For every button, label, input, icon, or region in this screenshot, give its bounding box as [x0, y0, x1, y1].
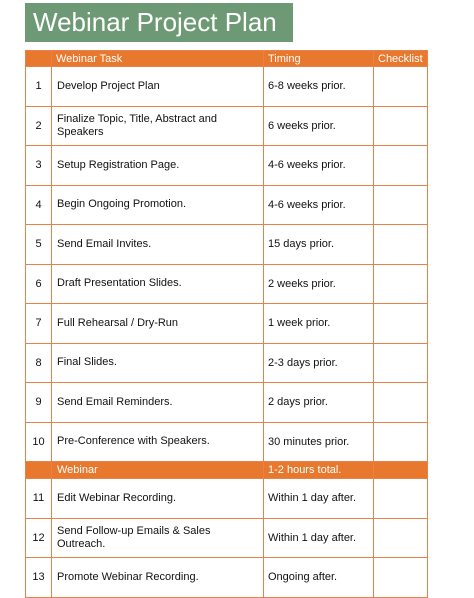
- checklist-cell: [374, 67, 428, 107]
- timing-cell: 6 weeks prior.: [264, 106, 374, 146]
- checklist-cell: [374, 462, 428, 479]
- table-row: [26, 558, 428, 598]
- project-plan-table: [25, 50, 428, 598]
- table-row: [26, 304, 428, 344]
- checklist-cell: [374, 264, 428, 304]
- timing-cell: 1-2 hours total.: [264, 462, 374, 479]
- row-number: 8: [26, 343, 52, 383]
- task-cell: Develop Project Plan: [52, 67, 264, 107]
- timing-cell: Within 1 day after.: [264, 518, 374, 558]
- task-cell: Promote Webinar Recording.: [52, 558, 264, 598]
- table-row: [26, 343, 428, 383]
- row-number: 2: [26, 106, 52, 146]
- checklist-cell: [374, 146, 428, 186]
- header-task: Webinar Task: [52, 51, 264, 67]
- table-body: [26, 67, 428, 598]
- checklist-cell: [374, 383, 428, 423]
- row-number: 10: [26, 422, 52, 462]
- table-row: [26, 479, 428, 519]
- task-cell: Edit Webinar Recording.: [52, 479, 264, 519]
- header-number: [26, 51, 52, 67]
- table-row: [26, 225, 428, 265]
- task-cell: Setup Registration Page.: [52, 146, 264, 186]
- table-row: [26, 146, 428, 186]
- task-cell: Begin Ongoing Promotion.: [52, 185, 264, 225]
- task-cell: Send Email Invites.: [52, 225, 264, 265]
- table-row: [26, 185, 428, 225]
- checklist-cell: [374, 304, 428, 344]
- checklist-cell: [374, 518, 428, 558]
- checklist-cell: [374, 185, 428, 225]
- row-number: 7: [26, 304, 52, 344]
- task-cell: Final Slides.: [52, 343, 264, 383]
- task-cell: Draft Presentation Slides.: [52, 264, 264, 304]
- row-number: 12: [26, 518, 52, 558]
- row-number: 1: [26, 67, 52, 107]
- timing-cell: 4-6 weeks prior.: [264, 185, 374, 225]
- task-cell: Full Rehearsal / Dry-Run: [52, 304, 264, 344]
- timing-cell: 1 week prior.: [264, 304, 374, 344]
- timing-cell: 2-3 days prior.: [264, 343, 374, 383]
- timing-cell: 6-8 weeks prior.: [264, 67, 374, 107]
- timing-cell: 30 minutes prior.: [264, 422, 374, 462]
- page-title: Webinar Project Plan: [25, 3, 293, 42]
- task-cell: Finalize Topic, Title, Abstract and Speakers: [52, 106, 264, 146]
- timing-cell: 15 days prior.: [264, 225, 374, 265]
- header-timing: Timing: [264, 51, 374, 67]
- row-number: 3: [26, 146, 52, 186]
- table-row: [26, 383, 428, 423]
- row-number: 11: [26, 479, 52, 519]
- table-row: [26, 422, 428, 462]
- section-label: Webinar: [52, 462, 264, 479]
- checklist-cell: [374, 558, 428, 598]
- table-row: [26, 106, 428, 146]
- task-cell: Pre-Conference with Speakers.: [52, 422, 264, 462]
- table-row: [26, 264, 428, 304]
- row-number: 4: [26, 185, 52, 225]
- timing-cell: 4-6 weeks prior.: [264, 146, 374, 186]
- timing-cell: Ongoing after.: [264, 558, 374, 598]
- checklist-cell: [374, 106, 428, 146]
- row-number: [26, 462, 52, 479]
- row-number: 6: [26, 264, 52, 304]
- timing-cell: Within 1 day after.: [264, 479, 374, 519]
- checklist-cell: [374, 225, 428, 265]
- header-checklist: Checklist: [374, 51, 428, 67]
- task-cell: Send Follow-up Emails & Sales Outreach.: [52, 518, 264, 558]
- row-number: 5: [26, 225, 52, 265]
- checklist-cell: [374, 343, 428, 383]
- table-header-row: [26, 51, 428, 67]
- checklist-cell: [374, 422, 428, 462]
- table-row: [26, 518, 428, 558]
- table-row: [26, 67, 428, 107]
- checklist-cell: [374, 479, 428, 519]
- row-number: 13: [26, 558, 52, 598]
- task-cell: Send Email Reminders.: [52, 383, 264, 423]
- section-row: [26, 462, 428, 479]
- timing-cell: 2 weeks prior.: [264, 264, 374, 304]
- row-number: 9: [26, 383, 52, 423]
- timing-cell: 2 days prior.: [264, 383, 374, 423]
